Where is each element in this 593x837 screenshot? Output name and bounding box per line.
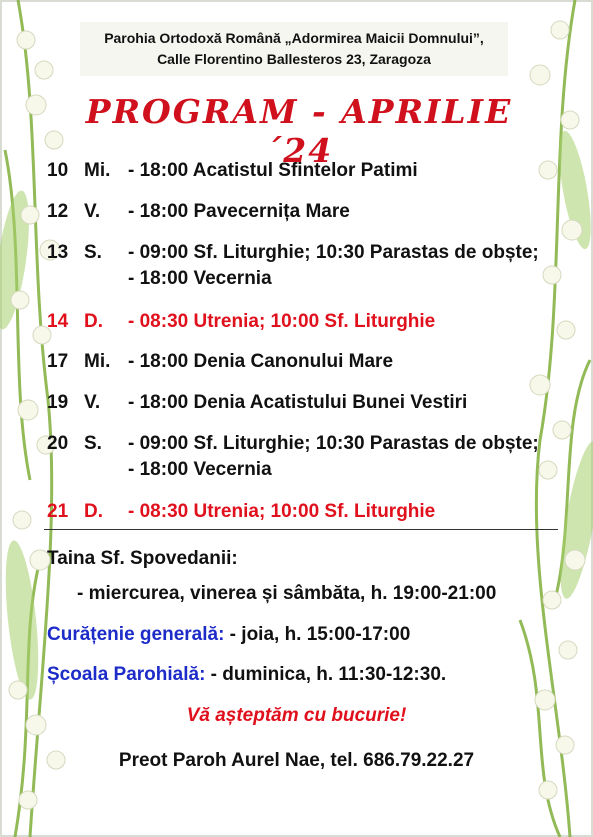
schedule-event: - 08:30 Utrenia; 10:00 Sf. Liturghie <box>128 501 436 522</box>
schedule-event: - 09:00 Sf. Liturghie; 10:30 Parastas de obște; <box>128 242 539 263</box>
schedule-weekday: Mi. <box>84 160 111 181</box>
schedule-day: 17 <box>47 351 69 372</box>
schedule-weekday: S. <box>84 242 102 263</box>
priest-contact: Preot Paroh Aurel Nae, tel. 686.79.22.27 <box>118 750 475 771</box>
invitation-text: Vă așteptăm cu bucurie! <box>186 705 407 726</box>
schedule-day: 10 <box>47 160 69 181</box>
schedule-day: 20 <box>47 433 69 454</box>
schedule-weekday: V. <box>84 201 101 222</box>
schedule-weekday: S. <box>84 433 102 454</box>
cleaning-hours: - joia, h. 15:00-17:00 <box>224 624 411 645</box>
cleaning-line <box>47 624 410 646</box>
schedule-event: - 18:00 Acatistul Sfintelor Patimi <box>128 160 418 181</box>
school-hours: - duminica, h. 11:30-12:30. <box>205 664 447 685</box>
school-line <box>47 664 446 686</box>
confession-hours: - miercurea, vinerea și sâmbăta, h. 19:00-21:00 <box>77 583 497 604</box>
schedule-event: - 08:30 Utrenia; 10:00 Sf. Liturghie <box>128 311 436 332</box>
schedule-weekday: V. <box>84 392 101 413</box>
schedule-day: 13 <box>47 242 69 263</box>
schedule-day: 19 <box>47 392 69 413</box>
confession-label: Taina Sf. Spovedanii: <box>47 548 238 569</box>
schedule-event: - 18:00 Vecernia <box>128 268 272 289</box>
schedule-day: 12 <box>47 201 69 222</box>
program-title: PROGRAM - APRILIE ´24 <box>85 92 513 170</box>
schedule-weekday: D. <box>84 501 103 522</box>
schedule-event: - 09:00 Sf. Liturghie; 10:30 Parastas de obște; <box>128 433 539 454</box>
school-label: Școala Parohială: <box>47 664 206 685</box>
schedule-day: 21 <box>47 501 69 522</box>
schedule-weekday: Mi. <box>84 351 111 372</box>
schedule-event: - 18:00 Denia Canonului Mare <box>128 351 394 372</box>
schedule-event: - 18:00 Denia Acatistului Bunei Vestiri <box>128 392 468 413</box>
schedule-weekday: D. <box>84 311 103 332</box>
parish-address: Calle Florentino Ballesteros 23, Zaragoza <box>157 51 431 67</box>
schedule-event: - 18:00 Vecernia <box>128 459 272 480</box>
parish-name: Parohia Ortodoxă Română „Adormirea Maicii Domnului”, <box>104 30 484 46</box>
cleaning-label: Curățenie generală: <box>47 624 225 645</box>
schedule-event: - 18:00 Pavecernița Mare <box>128 201 350 222</box>
divider <box>44 529 558 530</box>
schedule-day: 14 <box>47 311 69 332</box>
